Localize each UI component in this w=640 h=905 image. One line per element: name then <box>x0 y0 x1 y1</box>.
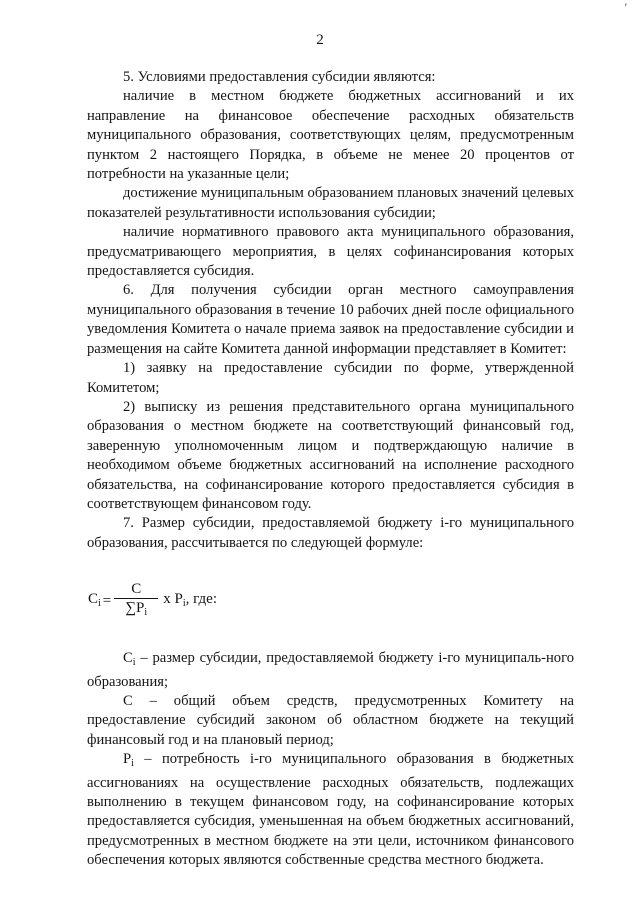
definition-ci: $C_i$ – размер субсидии, предоставляемой бюджету i-го муниципаль-ного образования; <box>87 650 574 690</box>
formula-fraction <box>114 581 158 622</box>
paragraph-7: 7. Размер субсидии, предоставляемой бюджету i-го муниципального образования, рассчитывается по следующей формуле: <box>87 515 574 551</box>
paragraph-5-title: 5. Условиями предоставления субсидии являются: <box>123 69 436 85</box>
paragraph-5-condition-3: наличие нормативного правового акта муниципального образования, предусматривающего мероприятия, в целях софинансирования которых предоставляется субсидия. <box>87 224 574 280</box>
paragraph-5-condition-2: достижение муниципальным образованием плановых значений целевых показателей результативности использования субсидии; <box>87 185 574 221</box>
formula-expression <box>88 581 217 622</box>
definition-pi: $P_i$ – потребность i-го муниципального образования в бюджетных ассигнованиях на осуществление расходных обязательств, подлежащих выполнению в текущем финансовом году, на софинансирование которых предоставляется субсидия, уменьшенная на объем бюджетных ассигнований, предусмотренных в местном бюджете на эти цели, источником финансового обеспечения которых являются собственные средства местного бюджета. <box>87 751 574 869</box>
formula-numerator: C <box>131 581 142 598</box>
formula-lhs: $C_i$ <box>88 590 101 609</box>
definition-c: C – общий объем средств, предусмотренных Комитету на предоставление субсидий законом об областном бюджете на текущий финансовый год и на плановый период; <box>87 692 574 748</box>
paragraph-6-item-2: 2) выписку из решения представительного органа муниципального образования о местном бюджете на соответствующий финансовый год, заверенную уполномоченным лицом и подтверждающую наличие в необходимом объеме бюджетных ассигнований на исполнение расходного обязательства, на софинансирование которого предоставляется субсидия в соответствующем финансовом году. <box>87 398 574 512</box>
corner-mark: ' <box>624 0 626 15</box>
page-number: 2 <box>316 32 324 48</box>
paragraph-6-item-1: 1) заявку на предоставление субсидии по форме, утвержденной Комитетом; <box>87 360 574 396</box>
document-body <box>87 68 574 871</box>
paragraph-5-condition-1: наличие в местном бюджете бюджетных ассигнований и их направление на финансовое обеспечение расходных обязательств муниципального образования, соответствующих целям, предусмотренным пунктом 2 настоящего Порядка, в объеме не менее 20 процентов от потребности на указанные цели; <box>87 88 574 183</box>
subsidy-formula <box>87 565 574 645</box>
paragraph-6: 6. Для получения субсидии орган местного самоуправления муниципального образования в течение 10 рабочих дней после официального уведомления Комитета о начале приема заявок на предоставление субсидии и размещения на сайте Комитета данной информации представляет в Комитет: <box>87 282 574 357</box>
formula-multiplier: x $P_i$, где: <box>163 590 218 609</box>
formula-denominator: $\sum P_i$ <box>125 600 148 619</box>
formula-equals: = <box>102 592 112 609</box>
